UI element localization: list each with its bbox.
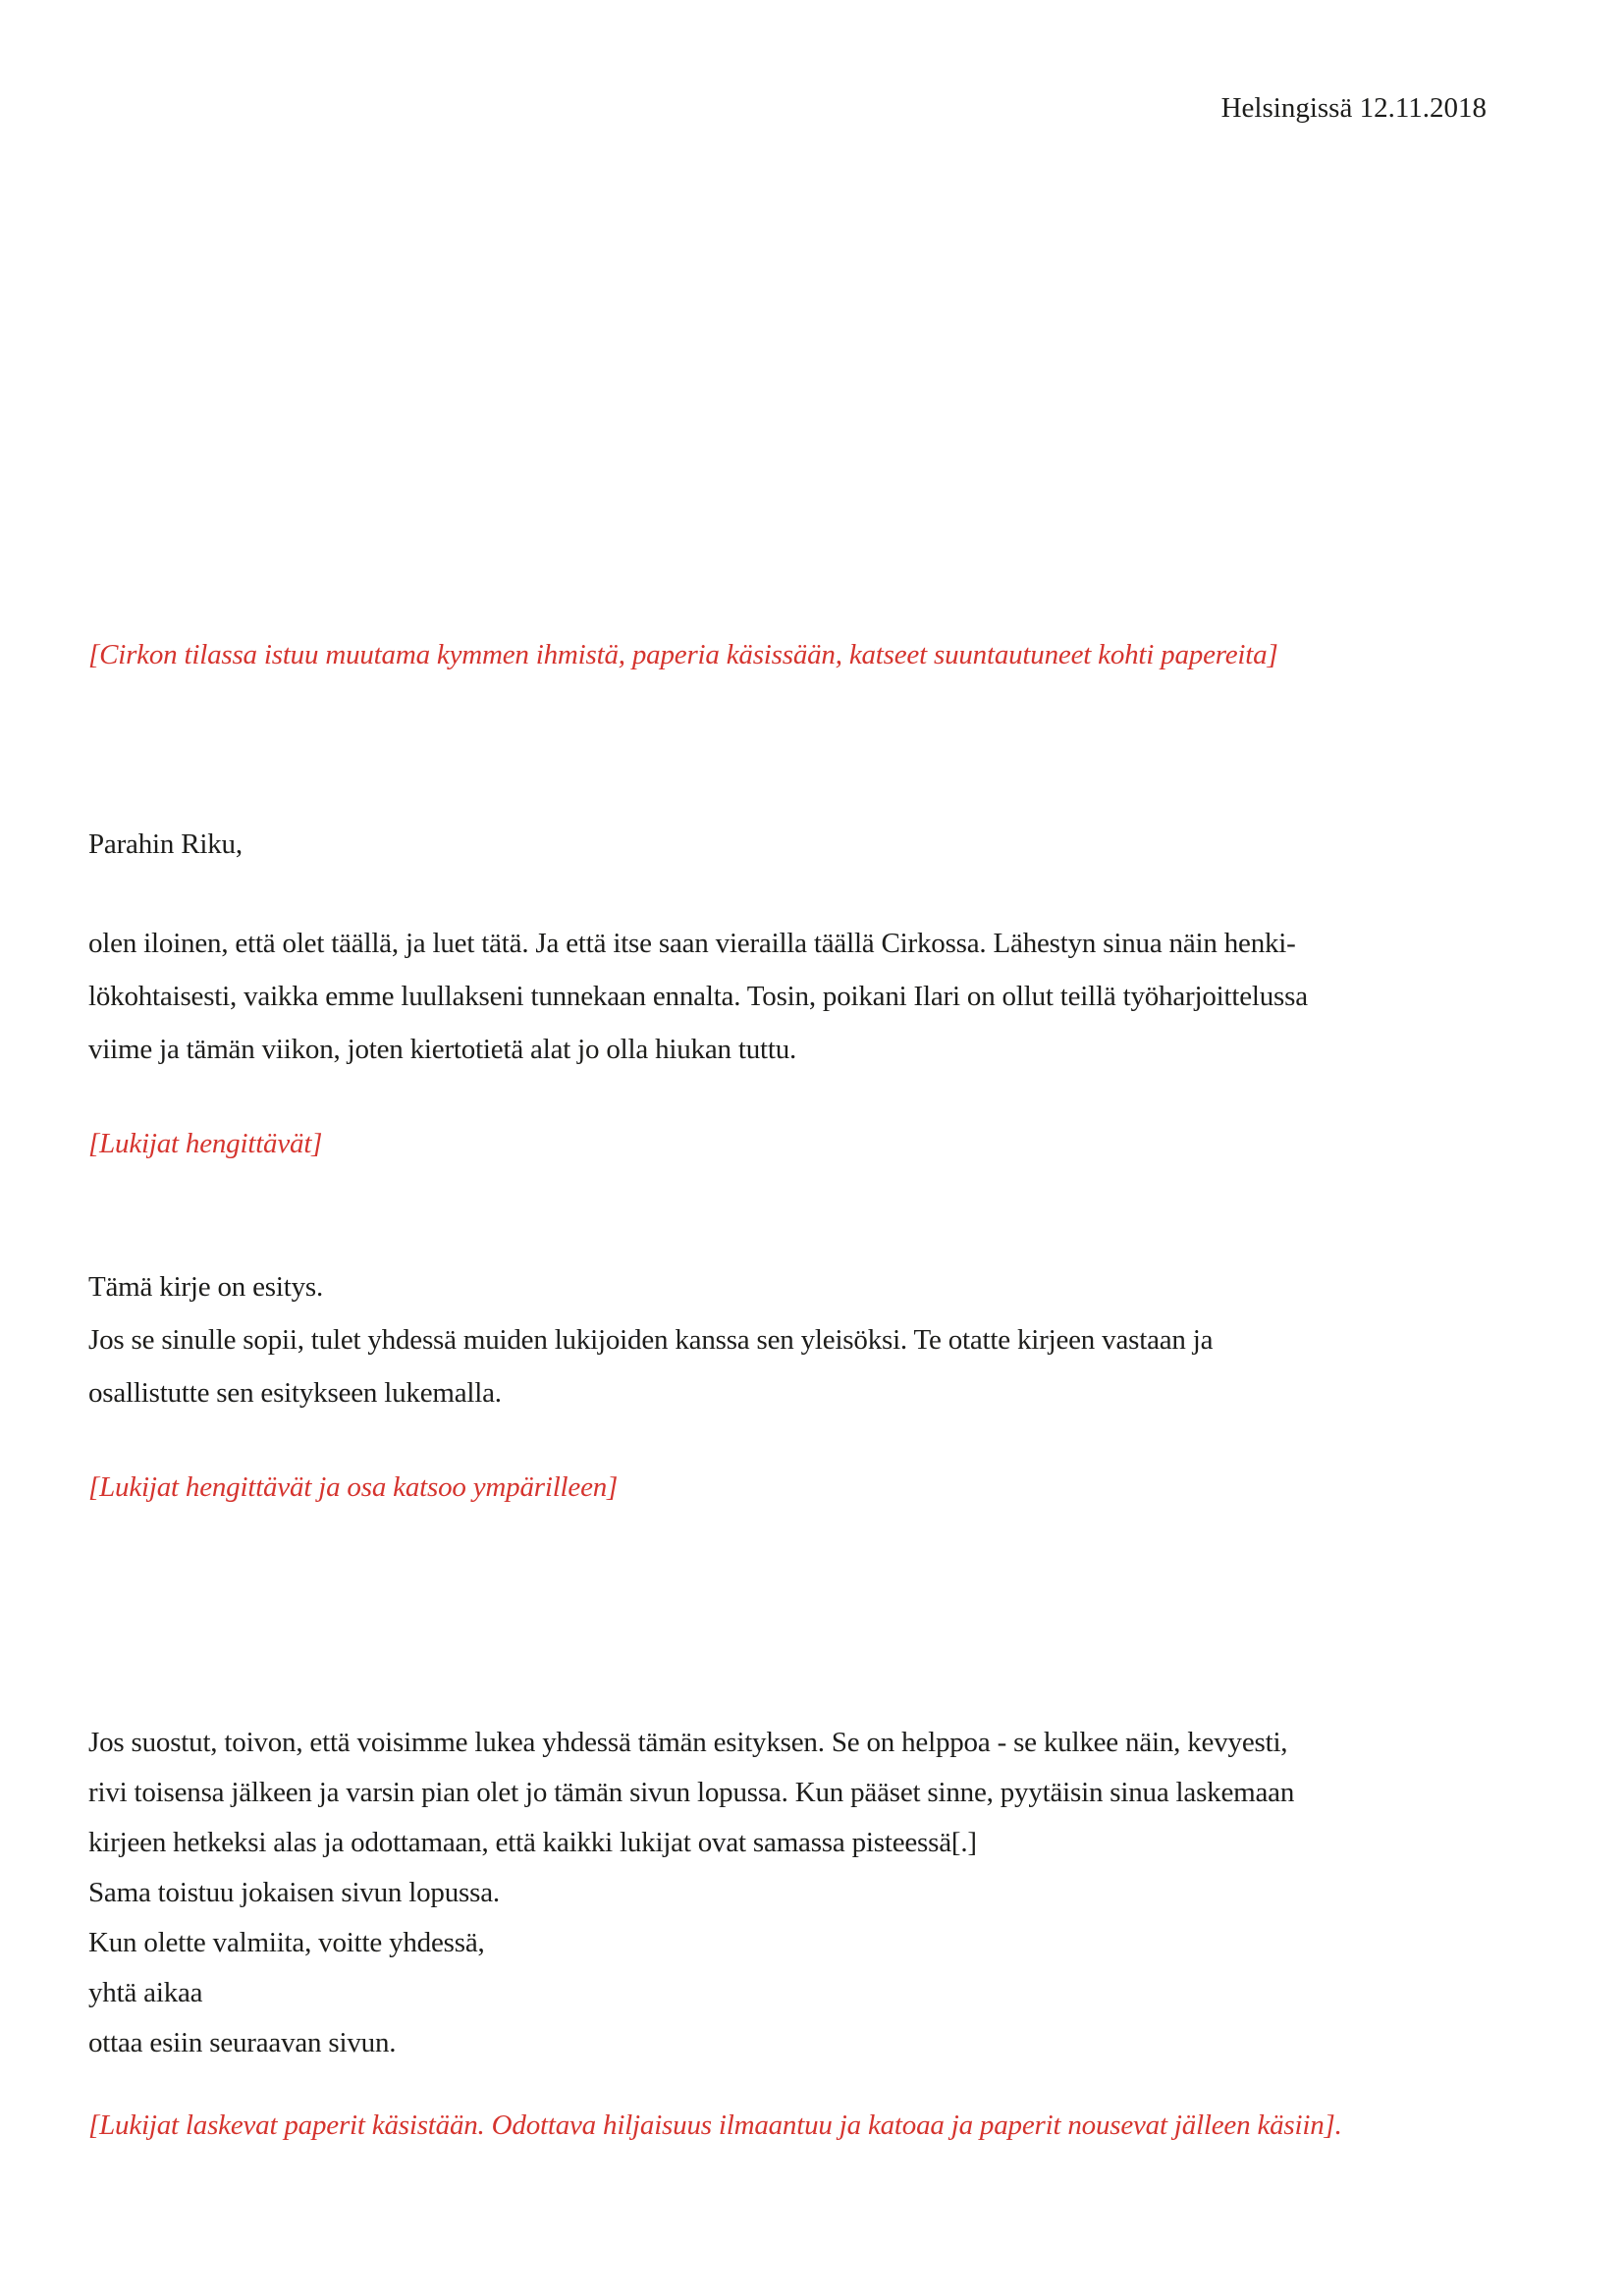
greeting: Parahin Riku,: [88, 828, 243, 860]
paragraph-3-line: yhtä aikaa: [88, 1977, 203, 2008]
paragraph-2-line: Tämä kirje on esitys.: [88, 1271, 324, 1303]
stage-direction-1: [Cirkon tilassa istuu muutama kymmen ihmistä, paperia käsissään, katseet suuntautuneet kohti papereita]: [88, 639, 1278, 670]
paragraph-1: [88, 917, 1308, 1076]
paragraph-1-line: viime ja tämän viikon, joten kiertotietä alat jo olla hiukan tuttu.: [88, 1034, 797, 1065]
stage-direction-2: [Lukijat hengittävät]: [88, 1128, 323, 1159]
paragraph-1-line: lökohtaisesti, vaikka emme luullakseni tunnekaan ennalta. Tosin, poikani Ilari on ollut teillä työharjoittelussa: [88, 981, 1308, 1012]
paragraph-2-line: Jos se sinulle sopii, tulet yhdessä muiden lukijoiden kanssa sen yleisöksi. Te otatte kirjeen vastaan ja: [88, 1324, 1214, 1356]
paragraph-3-line: Kun olette valmiita, voitte yhdessä,: [88, 1927, 485, 1958]
stage-direction-3: [Lukijat hengittävät ja osa katsoo ympärilleen]: [88, 1471, 619, 1503]
paragraph-3-line: Sama toistuu jokaisen sivun lopussa.: [88, 1877, 500, 1908]
paragraph-3-line: ottaa esiin seuraavan sivun.: [88, 2027, 397, 2058]
paragraph-3-line: Jos suostut, toivon, että voisimme lukea yhdessä tämän esityksen. Se on helppoa - se kulkee näin, kevyesti,: [88, 1727, 1288, 1758]
paragraph-2: [88, 1260, 1213, 1419]
stage-direction-4: [Lukijat laskevat paperit käsistään. Odottava hiljaisuus ilmaantuu ja katoaa ja paperit nousevat jälleen käsiin].: [88, 2109, 1342, 2141]
paragraph-3-line: rivi toisensa jälkeen ja varsin pian olet jo tämän sivun lopussa. Kun pääset sinne, pyytäisin sinua laskemaan: [88, 1777, 1295, 1808]
dateline: Helsingissä 12.11.2018: [1220, 92, 1487, 124]
paragraph-3-line: kirjeen hetkeksi alas ja odottamaan, että kaikki lukijat ovat samassa pisteessä[.]: [88, 1827, 977, 1858]
paragraph-2-line: osallistutte sen esitykseen lukemalla.: [88, 1377, 502, 1409]
paragraph-3: [88, 1718, 1294, 2068]
paragraph-1-line: olen iloinen, että olet täällä, ja luet tätä. Ja että itse saan vierailla täällä Cirkossa. Lähestyn sinua näin henki-: [88, 928, 1296, 959]
